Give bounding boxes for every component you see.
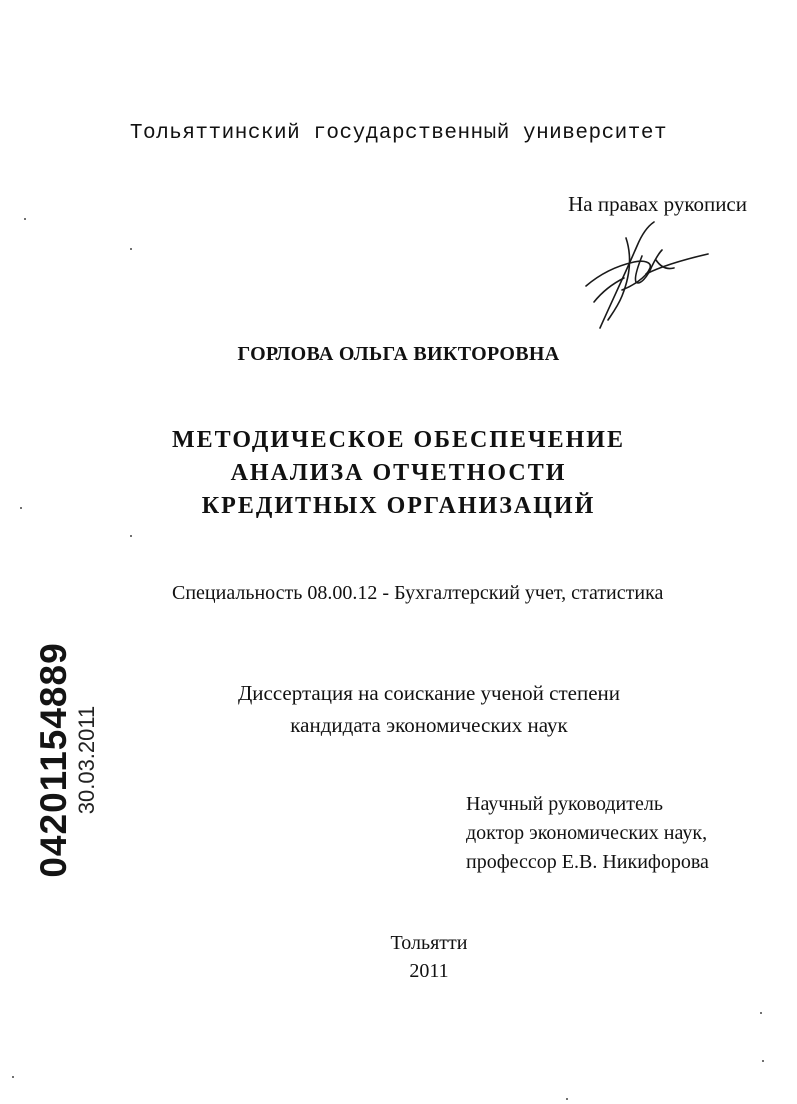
handwritten-signature (582, 216, 712, 334)
title-line: АНАЛИЗА ОТЧЕТНОСТИ (230, 460, 567, 486)
scan-speck (762, 1060, 764, 1062)
title-line: КРЕДИТНЫХ ОРГАНИЗАЦИЙ (201, 493, 596, 519)
stamp-number: 04201154889 (33, 642, 74, 878)
dissertation-title (0, 424, 797, 523)
scan-speck (130, 248, 132, 250)
year: 2011 (409, 960, 449, 982)
stamp-date: 30.03.2011 (74, 705, 99, 815)
scan-speck (20, 507, 22, 509)
degree-line-1: Диссертация на соискание ученой степени (237, 681, 621, 705)
supervisor-block (466, 790, 709, 877)
supervisor-degree: доктор экономических наук, (466, 822, 708, 844)
manuscript-rights-note: На правах рукописи (568, 192, 747, 216)
supervisor-label: Научный руководитель (466, 793, 663, 815)
author-name: ГОРЛОВА ОЛЬГА ВИКТОРОВНА (237, 343, 560, 365)
degree-statement (0, 677, 797, 741)
specialty-code: Специальность 08.00.12 - Бухгалтерский учет, статистика (172, 582, 664, 604)
city-year-block (0, 929, 797, 985)
title-line: МЕТОДИЧЕСКОЕ ОБЕСПЕЧЕНИЕ (172, 427, 625, 453)
scan-speck (566, 1098, 568, 1100)
degree-line-2: кандидата экономических наук (290, 713, 568, 737)
university-name: Тольяттинский государственный университет (129, 122, 668, 145)
scan-speck (24, 218, 26, 220)
supervisor-name: профессор Е.В. Никифорова (466, 851, 709, 873)
scan-speck (12, 1076, 14, 1078)
scan-speck (760, 1012, 762, 1014)
scan-speck (130, 535, 132, 537)
city: Тольятти (390, 932, 468, 954)
library-stamp (22, 640, 112, 880)
